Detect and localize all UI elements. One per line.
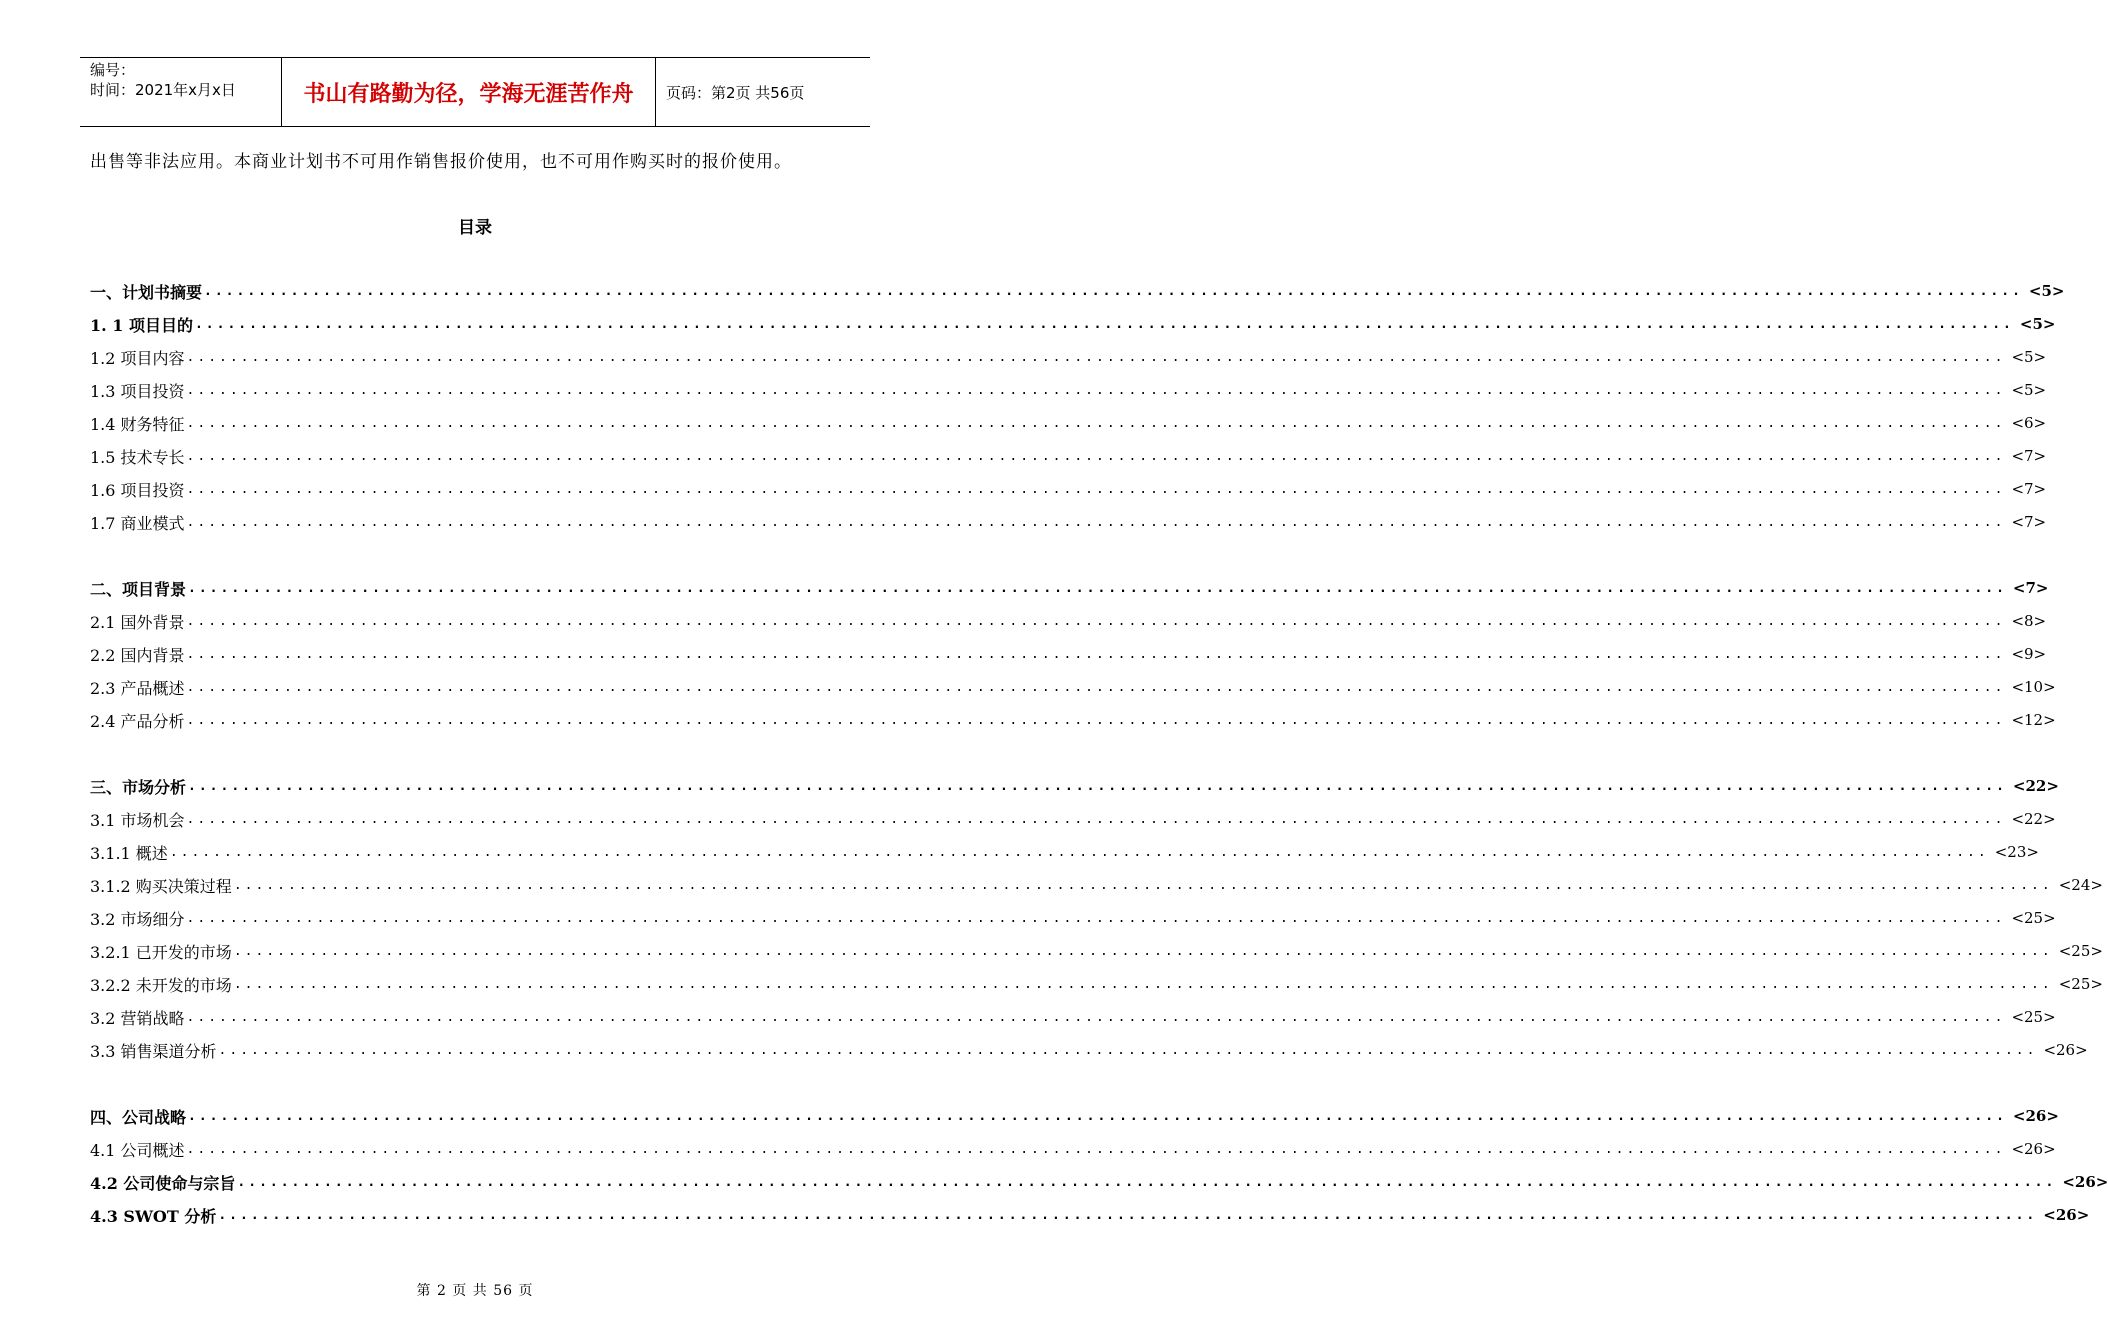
header-meta xyxy=(80,58,282,126)
toc-entry-page: <25> xyxy=(2058,975,2103,993)
header-page-info: 页码：第2页 共56页 xyxy=(666,83,805,102)
toc-leader: ........................................................................................................................................................................ xyxy=(186,1009,2006,1025)
toc-entry-page: <12> xyxy=(2011,711,2056,729)
toc-entry[interactable] xyxy=(90,1001,2056,1033)
toc-entry[interactable] xyxy=(90,704,2056,736)
toc-leader: ........................................................................................................................................................................ xyxy=(186,811,2006,827)
toc-entry-label: 1.7 商业模式 xyxy=(90,513,185,533)
toc-leader: ........................................................................................................................................................................ xyxy=(186,481,2006,497)
toc-entry[interactable] xyxy=(90,803,2056,835)
toc-entry[interactable] xyxy=(90,473,2047,505)
toc-leader: ........................................................................................................................................................................ xyxy=(186,349,2006,365)
toc-entry-label: 1. 1 项目目的 xyxy=(90,315,193,335)
toc-leader: ........................................................................................................................................................................ xyxy=(169,844,1989,860)
toc-entry-page: <7> xyxy=(2012,579,2049,597)
toc-leader: ........................................................................................................................................................................ xyxy=(237,1174,2057,1190)
toc-entry[interactable] xyxy=(90,374,2047,406)
toc-leader: ........................................................................................................................................................................ xyxy=(186,712,2006,728)
page-header xyxy=(80,57,870,127)
toc-entry[interactable] xyxy=(90,341,2047,373)
toc-title: 目录 xyxy=(458,218,492,238)
toc-entry[interactable] xyxy=(90,638,2047,670)
toc-entry[interactable] xyxy=(90,902,2056,934)
toc-entry-page: <5> xyxy=(2019,315,2056,333)
toc-entry-label: 1.6 项目投资 xyxy=(90,480,185,500)
toc-leader: ........................................................................................................................................................................ xyxy=(186,415,2006,431)
toc-entry-page: <26> xyxy=(2043,1041,2088,1059)
toc-entry[interactable] xyxy=(90,308,2056,340)
toc-entry[interactable] xyxy=(90,869,2103,901)
toc-entry-page: <26> xyxy=(2062,1173,2108,1191)
toc-leader: ........................................................................................................................................................................ xyxy=(186,382,2006,398)
toc-entry-label: 3.2.2 未开发的市场 xyxy=(90,975,232,995)
toc-entry[interactable] xyxy=(90,1100,2059,1132)
toc-leader: ........................................................................................................................................................................ xyxy=(188,580,2007,596)
toc-leader: ........................................................................................................................................................................ xyxy=(233,976,2053,992)
toc-leader: ........................................................................................................................................................................ xyxy=(186,646,2006,662)
toc-entry-label: 二、项目背景 xyxy=(90,579,187,599)
toc-entry-label: 2.3 产品概述 xyxy=(90,678,185,698)
toc-leader: ........................................................................................................................................................................ xyxy=(186,679,2006,695)
toc-leader: ........................................................................................................................................................................ xyxy=(233,877,2053,893)
toc-entry-label: 1.5 技术专长 xyxy=(90,447,185,467)
toc-entry-label: 3.2.1 已开发的市场 xyxy=(90,942,232,962)
toc-entry-page: <5> xyxy=(2028,282,2065,300)
toc-entry[interactable] xyxy=(90,605,2047,637)
toc-entry-page: <22> xyxy=(2011,810,2056,828)
toc-leader: ........................................................................................................................................................................ xyxy=(204,283,2023,299)
toc-entry-label: 3.2 市场细分 xyxy=(90,909,185,929)
page-footer: 第 2 页 共 56 页 xyxy=(416,1283,534,1299)
toc-entry[interactable] xyxy=(90,572,2049,604)
toc-entry-page: <10> xyxy=(2011,678,2056,696)
toc-entry[interactable] xyxy=(90,770,2059,802)
toc-entry[interactable] xyxy=(90,1034,2088,1066)
toc-entry-page: <25> xyxy=(2011,1008,2056,1026)
toc-entry-page: <25> xyxy=(2058,942,2103,960)
toc-leader: ........................................................................................................................................................................ xyxy=(194,316,2014,332)
toc-entry-label: 一、计划书摘要 xyxy=(90,282,203,302)
toc-entry[interactable] xyxy=(90,1166,2108,1198)
toc-entry-label: 2.2 国内背景 xyxy=(90,645,185,665)
toc-entry[interactable] xyxy=(90,407,2047,439)
toc-entry-page: <8> xyxy=(2011,612,2047,630)
toc-leader: ........................................................................................................................................................................ xyxy=(188,1108,2007,1124)
toc-entry[interactable] xyxy=(90,968,2103,1000)
toc-entry-page: <5> xyxy=(2011,348,2047,366)
toc-entry-label: 4.2 公司使命与宗旨 xyxy=(90,1173,236,1193)
toc-entry[interactable] xyxy=(90,1133,2056,1165)
toc-entry-label: 4.1 公司概述 xyxy=(90,1140,185,1160)
toc-entry-label: 3.2 营销战略 xyxy=(90,1008,185,1028)
toc-entry[interactable] xyxy=(90,836,2039,868)
toc-entry-label: 1.3 项目投资 xyxy=(90,381,185,401)
toc-leader: ........................................................................................................................................................................ xyxy=(218,1207,2038,1223)
toc-entry-label: 1.4 财务特征 xyxy=(90,414,185,434)
toc-entry[interactable] xyxy=(90,440,2047,472)
toc-entry-label: 四、公司战略 xyxy=(90,1107,187,1127)
toc-entry-page: <7> xyxy=(2011,447,2047,465)
toc-entry-page: <23> xyxy=(1994,843,2039,861)
toc-entry-page: <5> xyxy=(2011,381,2047,399)
toc-entry-page: <26> xyxy=(2011,1140,2056,1158)
time-label: 时间：2021年x月x日 xyxy=(90,81,236,99)
toc-leader: ........................................................................................................................................................................ xyxy=(188,778,2007,794)
toc-entry-label: 2.1 国外背景 xyxy=(90,612,185,632)
toc-entry[interactable] xyxy=(90,671,2056,703)
toc-entry-page: <7> xyxy=(2011,513,2047,531)
toc-leader: ........................................................................................................................................................................ xyxy=(186,448,2006,464)
toc-leader: ........................................................................................................................................................................ xyxy=(186,910,2006,926)
toc-leader: ........................................................................................................................................................................ xyxy=(186,613,2006,629)
header-motto: 书山有路勤为径，学海无涯苦作舟 xyxy=(282,58,656,126)
toc-entry-label: 3.1.2 购买决策过程 xyxy=(90,876,232,896)
toc-entry-label: 3.1 市场机会 xyxy=(90,810,185,830)
toc-entry-label: 1.2 项目内容 xyxy=(90,348,185,368)
toc-entry-page: <9> xyxy=(2011,645,2047,663)
toc-leader: ........................................................................................................................................................................ xyxy=(186,1141,2006,1157)
toc-entry-label: 2.4 产品分析 xyxy=(90,711,185,731)
toc-entry-page: <22> xyxy=(2012,777,2059,795)
toc-entry[interactable] xyxy=(90,275,2065,307)
toc-entry-page: <24> xyxy=(2058,876,2103,894)
number-label: 编号： xyxy=(90,61,136,79)
toc-leader: ........................................................................................................................................................................ xyxy=(186,514,2006,530)
toc-entry-label: 三、市场分析 xyxy=(90,777,187,797)
toc-entry[interactable] xyxy=(90,506,2047,538)
toc-entry-page: <7> xyxy=(2011,480,2047,498)
toc-entry-page: <6> xyxy=(2011,414,2047,432)
toc-entry-page: <26> xyxy=(2043,1206,2090,1224)
toc-leader: ........................................................................................................................................................................ xyxy=(233,943,2053,959)
toc-entry-page: <26> xyxy=(2012,1107,2059,1125)
toc-entry[interactable] xyxy=(90,1199,2090,1231)
toc-entry-label: 3.1.1 概述 xyxy=(90,843,168,863)
toc-entry-label: 4.3 SWOT 分析 xyxy=(90,1206,217,1226)
toc-entry-page: <25> xyxy=(2011,909,2056,927)
toc-entry-label: 3.3 销售渠道分析 xyxy=(90,1041,217,1061)
intro-paragraph: 出售等非法应用。本商业计划书不可用作销售报价使用，也不可用作购买时的报价使用。 xyxy=(90,152,792,172)
toc-entry[interactable] xyxy=(90,935,2103,967)
toc-leader: ........................................................................................................................................................................ xyxy=(218,1042,2038,1058)
